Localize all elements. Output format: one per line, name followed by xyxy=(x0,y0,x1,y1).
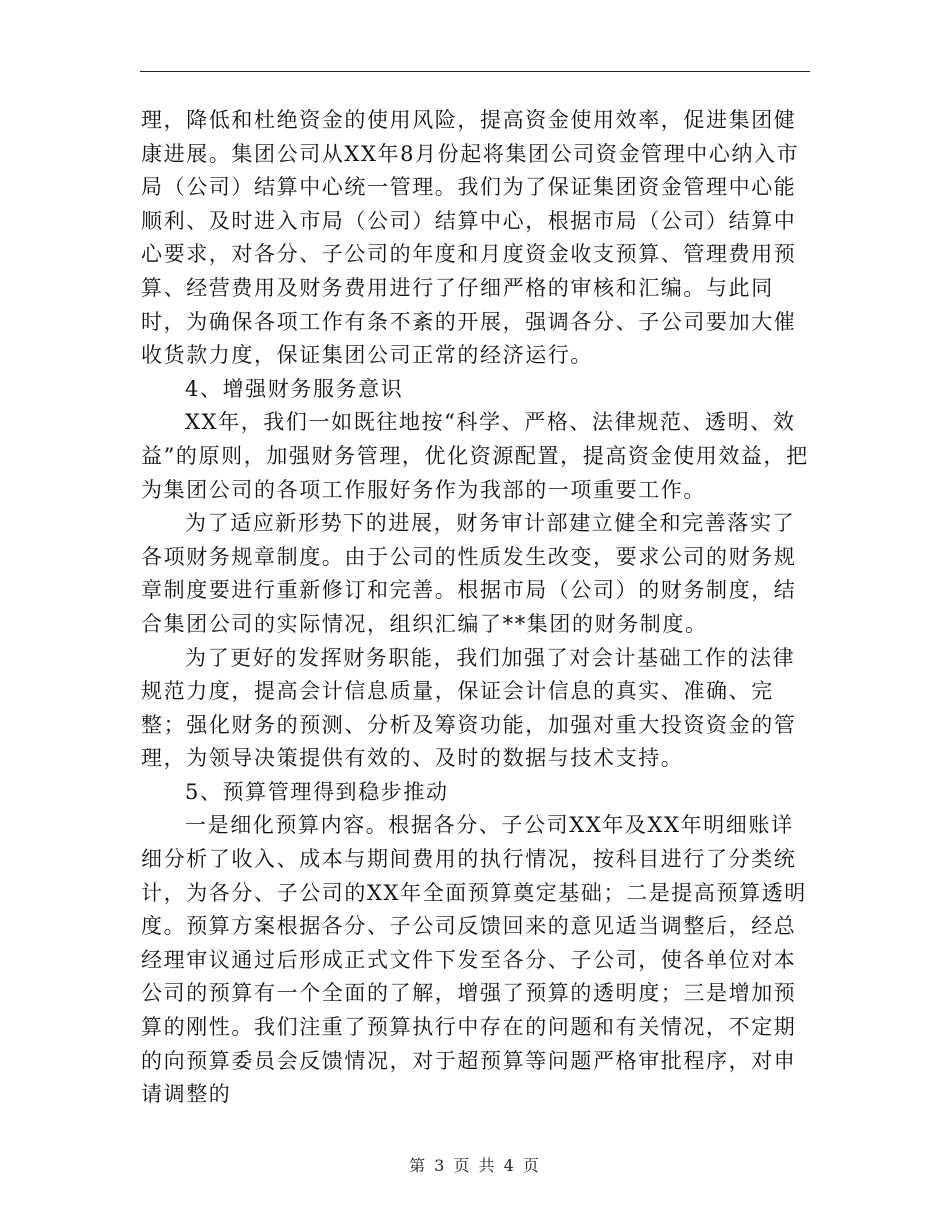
paragraph-continuation: 理，降低和杜绝资金的使用风险，提高资金使用效率，促进集团健康进展。集团公司从XX年8月份起将集团公司资金管理中心纳入市局（公司）结算中心统一管理。我们为了保证集团资金管理中心能顺利、及时进入市局（公司）结算中心，根据市局（公司）结算中心要求，对各分、子公司的年度和月度资金收支预算、管理费用预算、经营费用及财务费用进行了仔细严格的审核和汇编。与此同时，为确保各项工作有条不紊的开展，强调各分、子公司要加大催收货款力度，保证集团公司正常的经济运行。 xyxy=(141,108,800,368)
paragraph: 为了适应新形势下的进展，财务审计部建立健全和完善落实了各项财务规章制度。由于公司的性质发生改变，要求公司的财务规章制度要进行重新修订和完善。根据市局（公司）的财务制度，结合集团公司的实际情况，组织汇编了**集团的财务制度。 xyxy=(141,511,797,636)
document-body xyxy=(141,104,809,1112)
page-number: 第 3 页 共 4 页 xyxy=(409,1156,541,1175)
paragraph: 为了更好的发挥财务职能，我们加强了对会计基础工作的法律规范力度，提高会计信息质量，保证会计信息的真实、准确、完整；强化财务的预测、分析及筹资功能，加强对重大投资资金的管理，为领导决策提供有效的、及时的数据与技术支持。 xyxy=(141,645,797,771)
section-heading-5: 5、预算管理得到稳步推动 xyxy=(185,779,449,804)
paragraph: 一是细化预算内容。根据各分、子公司XX年及XX年明细账详细分析了收入、成本与期间费用的执行情况，按科目进行了分类统计，为各分、子公司的XX年全面预算奠定基础；二是提高预算透明度。预算方案根据各分、子公司反馈回来的意见适当调整后，经总经理审议通过后形成正式文件下发至各分、子公司，使各单位对本公司的预算有一个全面的了解，增强了预算的透明度；三是增加预算的刚性。我们注重了预算执行中存在的问题和有关情况，不定期的向预算委员会反馈情况，对于超预算等问题严格审批程序，对申请调整的 xyxy=(141,813,807,1107)
header-rule xyxy=(140,71,810,72)
section-heading-4: 4、增强财务服务意识 xyxy=(185,376,404,401)
paragraph: XX年，我们一如既往地按“科学、严格、法律规范、透明、效益”的原则，加强财务管理，优化资源配置，提高资金使用效益，把为集团公司的各项工作服好务作为我部的一项重要工作。 xyxy=(141,410,809,502)
